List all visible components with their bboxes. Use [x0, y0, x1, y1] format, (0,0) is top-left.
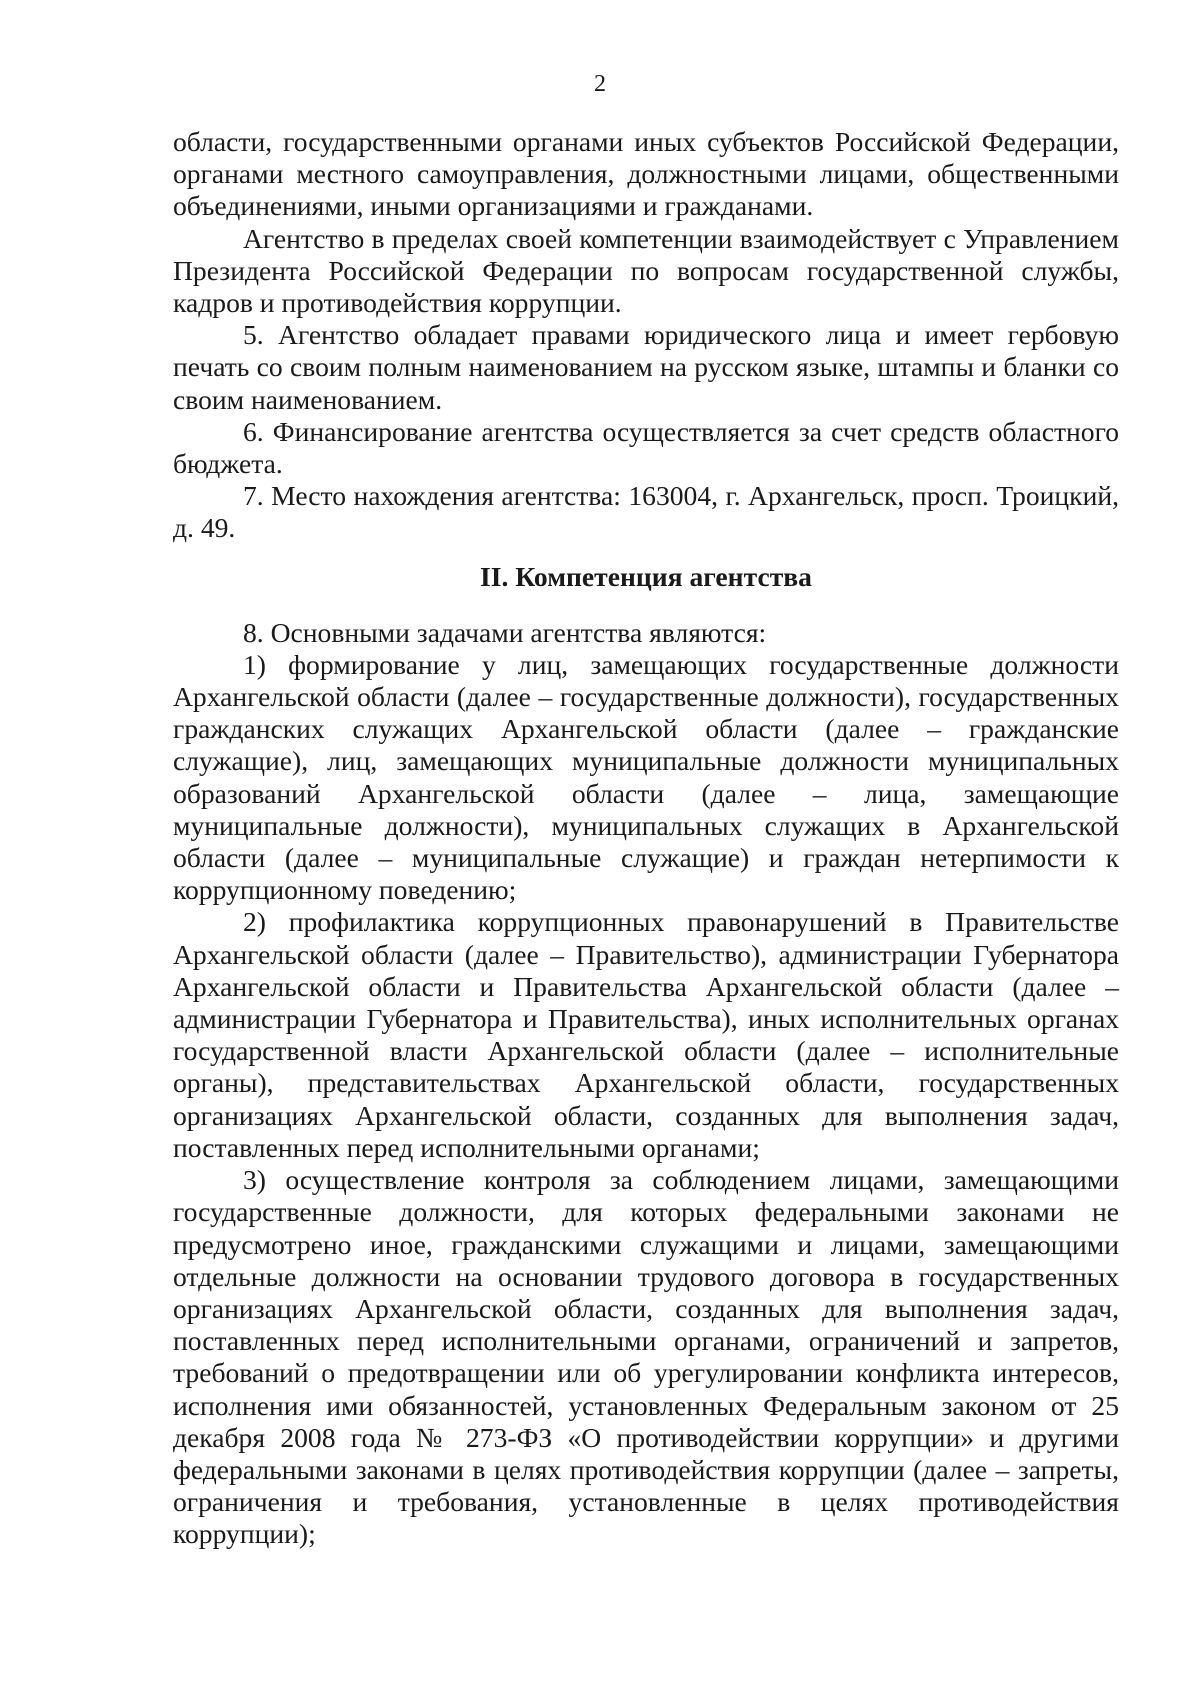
paragraph-interaction: Агентство в пределах своей компетенции взаимодействует с Управлением Президента Российской Федерации по вопросам государственной службы, кадров и противодействия коррупции. — [173, 222, 1119, 319]
paragraph-item-5: 5. Агентство обладает правами юридического лица и имеет гербовую печать со своим полным наименованием на русском языке, штампы и бланки со своим наименованием. — [173, 319, 1119, 415]
paragraph-subitem-2: 2) профилактика коррупционных правонарушений в Правительстве Архангельской области (далее – Правительство), администрации Губернатора Архангельской области и Правительства Архангельской области (далее – администрации Губернатора и Правительства), иных исполнительных органах государственной власти Архангельской области (далее – исполнительные органы), представительствах Архангельской области, государственных организациях Архангельской области, созданных для выполнения задач, поставленных перед исполнительными органами; — [173, 906, 1119, 1163]
paragraph-continuation: области, государственными органами иных субъектов Российской Федерации, органами местного самоуправления, должностными лицами, общественными объединениями, иными организациями и гражданами. — [173, 126, 1119, 222]
document-body — [173, 126, 1119, 1551]
section-heading: II. Компетенция агентства — [480, 560, 812, 592]
paragraph-item-7: 7. Место нахождения агентства: 163004, г. Архангельск, просп. Троицкий, д. 49. — [173, 480, 1119, 544]
page-number: 2 — [594, 71, 606, 97]
paragraph-subitem-3: 3) осуществление контроля за соблюдением лицами, замещающими государственные должности, для которых федеральными законами не предусмотрено иное, гражданскими служащими и лицами, замещающими отдельные должности на основании трудового договора в государственных организациях Архангельской области, созданных для выполнения задач, поставленных перед исполнительными органами, ограничений и запретов, требований о предотвращении или об урегулировании конфликта интересов, исполнения ими обязанностей, установленных Федеральным законом от 25 декабря 2008 года № 273-ФЗ «О противодействии коррупции» и другими федеральными законами в целях противодействия коррупции (далее – запреты, ограничения и требования, установленные в целях противодействия коррупции); — [173, 1164, 1119, 1550]
paragraph-item-8: 8. Основными задачами агентства являются: — [243, 616, 767, 648]
paragraph-item-6: 6. Финансирование агентства осуществляется за счет средств областного бюджета. — [173, 415, 1119, 480]
paragraph-subitem-1: 1) формирование у лиц, замещающих государственные должности Архангельской области (далее – государственные должности), государственных гражданских служащих Архангельской области (далее – гражданские служащие), лиц, замещающих муниципальные должности муниципальных образований Архангельской области (далее – лица, замещающие муниципальные должности), муниципальных служащих в Архангельской области (далее – муниципальные служащие) и граждан нетерпимости к коррупционному поведению; — [173, 648, 1119, 906]
